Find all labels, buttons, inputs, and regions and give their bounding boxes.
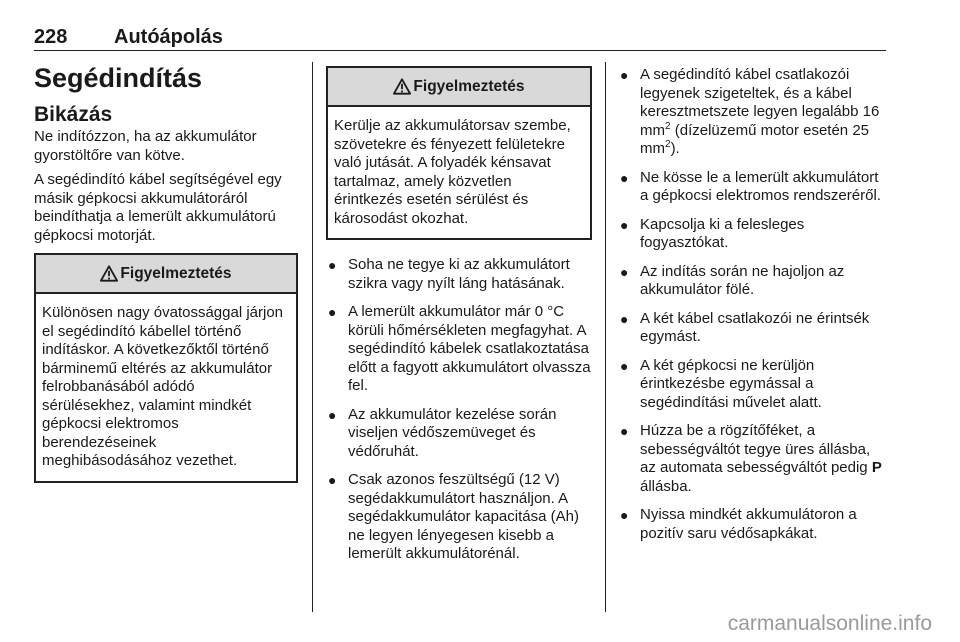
- watermark: carmanualsonline.info: [727, 612, 932, 635]
- bullet-icon: ●: [620, 263, 629, 280]
- bullet-icon: ●: [620, 216, 629, 233]
- paragraph: Ne indítózzon, ha az akkumulátor gyorstöltőre van kötve.: [34, 128, 257, 164]
- warning-text: Kerülje az akkumulátorsav szembe, szövetekre és fényezett felületekre való jutását. A folyadék kénsavat tartalmaz, amely közvetlen érintkezés esetén sérülést és károsodást okozhat.: [334, 117, 571, 227]
- warning-heading: Figyelmeztetés: [413, 77, 525, 95]
- bullet-icon: ●: [328, 257, 337, 273]
- list-item: ● Csak azonos feszültségű (12 V) segédakkumulátort használjon. A segédakkumulátor kapacitása (Ah) ne legyen lényegesen kisebb a lemerült akkumulátorénál.: [328, 471, 579, 562]
- paragraph: A segédindító kábel segítségével egy másik gépkocsi akkumulátoráról beindíthatja a lemerült akkumulátorú gépkocsi motorját.: [34, 171, 282, 244]
- warning-text: Különösen nagy óvatossággal járjon el segédindító kábellel történő indításkor. A következőktől történő bárminemű eltérés az akkumulátor felrobbanásából adódó sérülésekhez, valamint mindkét gépkocsi elektromos berendezéseinek meghibásodásához vezethet.: [42, 304, 284, 469]
- header-divider: [34, 50, 886, 51]
- bullet-icon: ●: [620, 423, 629, 439]
- bullet-icon: ●: [620, 507, 629, 523]
- warning-header: [36, 255, 296, 294]
- column-middle: [326, 66, 592, 574]
- bullet-icon: ●: [620, 67, 629, 83]
- warning-box: [34, 253, 298, 483]
- bullet-icon: ●: [328, 304, 337, 320]
- warning-triangle-icon: [100, 265, 118, 282]
- list-item: ● Nyissa mindkét akkumulátoron a pozitív saru védősapkákat.: [620, 506, 857, 542]
- list-item: ● Kapcsolja ki a felesleges fogyasztókat.: [620, 215, 805, 251]
- list-item: ● A segédindító kábel csatlakozói legyenek szigeteltek, és a kábel keresztmetszete legyen legalább 16 $mm^2$ (dízelüzemű motor esetén 25 $mm^2$).: [620, 66, 880, 157]
- column-right: [618, 66, 888, 553]
- warning-header: [328, 68, 590, 107]
- list-item: ● Soha ne tegye ki az akkumulátort szikra vagy nyílt láng hatásának.: [328, 256, 570, 292]
- list-item: ● A két kábel csatlakozói ne érintsék egymást.: [620, 309, 870, 345]
- warning-heading: Figyelmeztetés: [120, 264, 232, 282]
- bullet-icon: ●: [620, 357, 629, 374]
- page-number: 228: [34, 26, 68, 48]
- bullet-icon: ●: [620, 310, 629, 327]
- list-item: ● Az akkumulátor kezelése során viseljen védőszemüveget és védőruhát.: [328, 405, 557, 460]
- page-header: [34, 26, 886, 50]
- warning-triangle-icon: [393, 78, 411, 95]
- column-divider: [605, 62, 606, 612]
- bullet-icon: ●: [620, 169, 629, 186]
- section-title: Segédindítás: [34, 63, 203, 93]
- list-item: ● A két gépkocsi ne kerüljön érintkezésbe egymással a segédindítási művelet alatt.: [620, 356, 822, 411]
- bullet-list: [326, 256, 592, 564]
- list-item: ● Az indítás során ne hajoljon az akkumulátor fölé.: [620, 262, 845, 298]
- warning-box: [326, 66, 592, 240]
- bullet-icon: ●: [328, 472, 337, 488]
- list-item: ● Húzza be a rögzítőféket, a sebességváltót tegye üres állásba, az automata sebességváltót pedig P állásba.: [620, 422, 882, 495]
- bullet-list: [618, 66, 888, 543]
- column-divider: [312, 62, 313, 612]
- chapter-title: Autóápolás: [114, 26, 223, 48]
- section-subtitle: Bikázás: [34, 103, 113, 126]
- list-item: ● Ne kösse le a lemerült akkumulátort a gépkocsi elektromos rendszeréről.: [620, 168, 881, 204]
- bullet-icon: ●: [328, 406, 337, 423]
- list-item: ● A lemerült akkumulátor már 0 °C körüli hőmérsékleten megfagyhat. A segédindító kábelek csatlakoztatása előtt a fagyott akkumulátort olvassza fel.: [328, 303, 591, 394]
- column-left: [34, 62, 298, 483]
